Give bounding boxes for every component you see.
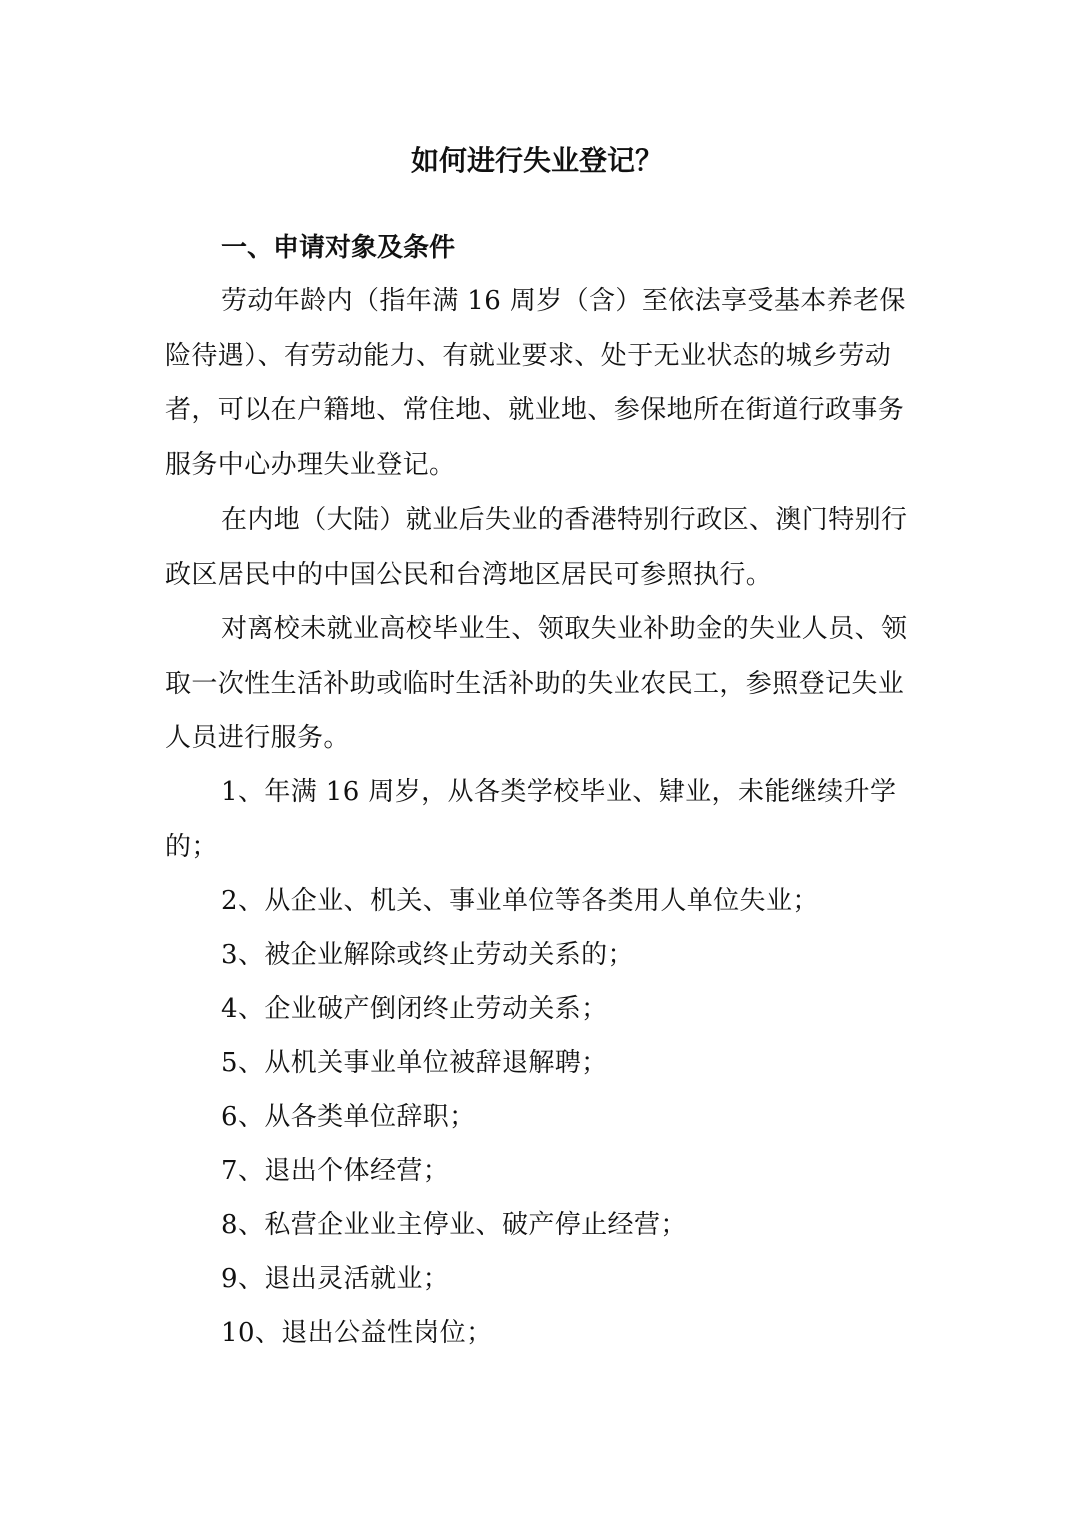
paragraph: 在内地（大陆）就业后失业的香港特别行政区、澳门特别行政区居民中的中国公民和台湾地区居民可参照执行。 xyxy=(165,505,908,590)
list-item: 6、从各类单位辞职； xyxy=(221,1102,476,1132)
list-item: 10、退出公益性岗位； xyxy=(221,1318,493,1348)
list-item: 7、退出个体经营； xyxy=(221,1156,450,1186)
list-item: 2、从企业、机关、事业单位等各类用人单位失业； xyxy=(221,886,819,916)
list-item: 3、被企业解除或终止劳动关系的； xyxy=(221,940,634,970)
paragraph: 劳动年龄内（指年满 16 周岁（含）至依法享受基本养老保险待遇）、有劳动能力、有就业要求、处于无业状态的城乡劳动者，可以在户籍地、常住地、就业地、参保地所在街道行政事务服务中心办理失业登记。 xyxy=(165,286,906,480)
paragraph: 对离校未就业高校毕业生、领取失业补助金的失业人员、领取一次性生活补助或临时生活补助的失业农民工，参照登记失业人员进行服务。 xyxy=(165,614,908,753)
list-item: 9、退出灵活就业； xyxy=(221,1264,450,1294)
list-item: 4、企业破产倒闭终止劳动关系； xyxy=(221,994,608,1024)
list-item: 5、从机关事业单位被辞退解聘； xyxy=(221,1048,608,1078)
list-item: 1、年满 16 周岁，从各类学校毕业、肄业，未能继续升学的； xyxy=(165,777,897,862)
list-item: 8、私营企业业主停业、破产停止经营； xyxy=(221,1210,687,1240)
section-heading: 一、申请对象及条件 xyxy=(221,233,456,263)
document-title: 如何进行失业登记？ xyxy=(410,144,663,177)
